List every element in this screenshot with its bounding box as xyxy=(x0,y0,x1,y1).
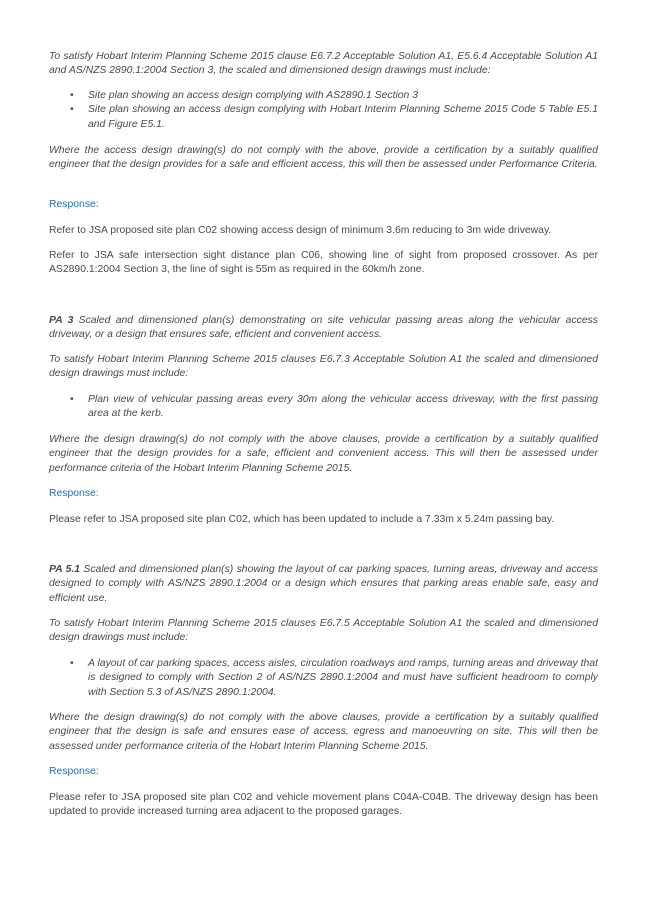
s2-heading: PA 3 Scaled and dimensioned plan(s) demonstrating on site vehicular passing areas along the vehicular access driveway, or a design that ensures safe, efficient and convenient access. xyxy=(49,315,598,341)
s3-cert: Where the design drawing(s) do not comply with the above clauses, provide a certification by a suitably qualified engineer that the design is safe and ensures ease of access, egress and manoeuvring on site. This will then be assessed under performance criteria of the Hobart Interim Planning Scheme 2015. xyxy=(49,712,598,752)
s3-response-p1-block xyxy=(49,791,598,820)
s2-intro-block xyxy=(49,353,598,382)
s1-response-p2-block xyxy=(49,249,598,278)
s3-heading: PA 5.1 Scaled and dimensioned plan(s) showing the layout of car parking spaces, turning areas, driveway and access designed to comply with AS/NZS 2890.1:2004 or a design which ensures that parking areas enable safe, easy and efficient use. xyxy=(49,564,598,604)
s1-response-p2: Refer to JSA safe intersection sight distance plan C06, showing line of sight from proposed crossover. As per AS2890.1:2004 Section 3, the line of sight is 55m as required in the 60km/h zone. xyxy=(49,250,598,276)
s1-cert-block xyxy=(49,144,598,173)
s1-response-p1: Refer to JSA proposed site plan C02 showing access design of minimum 3.6m reducing to 3m wide driveway. xyxy=(49,225,552,236)
s1-response-label: Response: xyxy=(49,199,99,210)
s1-intro-block xyxy=(49,50,598,79)
bullet-icon: • xyxy=(70,90,74,101)
s2-response-label-block xyxy=(49,487,598,501)
s3-bullet-list xyxy=(49,657,598,700)
s3-intro: To satisfy Hobart Interim Planning Scheme 2015 clauses E6.7.5 Acceptable Solution A1 the scaled and dimensioned design drawings must include: xyxy=(49,618,598,644)
s2-lead: PA 3 xyxy=(49,315,74,326)
s3-heading-block xyxy=(49,563,598,606)
s3-cert-block xyxy=(49,711,598,754)
s3-response-label: Response: xyxy=(49,766,99,777)
s3-lead: PA 5.1 xyxy=(49,564,81,575)
list-item: • Site plan showing an access design complying with Hobart Interim Planning Scheme 2015 Code 5 Table E5.1 and Figure E5.1. xyxy=(70,104,598,130)
s2-intro: To satisfy Hobart Interim Planning Scheme 2015 clauses E6.7.3 Acceptable Solution A1 the scaled and dimensioned design drawings must include: xyxy=(49,354,598,380)
s2-response-p1: Please refer to JSA proposed site plan C02, which has been updated to include a 7.33m x 5.24m passing bay. xyxy=(49,514,555,525)
list-item: • Plan view of vehicular passing areas every 30m along the vehicular access driveway, with the first passing area at the kerb. xyxy=(70,394,598,420)
s2-cert-block xyxy=(49,433,598,476)
s3-intro-block xyxy=(49,617,598,646)
bullet-icon: • xyxy=(70,394,74,405)
list-item: • Site plan showing an access design complying with AS2890.1 Section 3 xyxy=(49,89,598,103)
list-item: • A layout of car parking spaces, access aisles, circulation roadways and ramps, turning areas and driveway that is designed to comply with Section 2 of AS/NZS 2890.1:2004 and must have sufficient headroom to comply with Section 5.3 of AS/NZS 2890.1:2004. xyxy=(70,658,598,698)
s1-intro: To satisfy Hobart Interim Planning Scheme 2015 clause E6.7.2 Acceptable Solution A1, E5.6.4 Acceptable Solution A1 and AS/NZS 2890.1:2004 Section 3, the scaled and dimensioned design drawings must include: xyxy=(49,51,598,77)
s1-cert: Where the access design drawing(s) do not comply with the above, provide a certification by a suitably qualified engineer that the design provides for a safe and efficient access, this will then be assessed under Performance Criteria. xyxy=(49,145,598,171)
s2-bullet-list xyxy=(49,393,598,422)
s2-response-p1-block xyxy=(49,513,598,527)
s3-response-label-block xyxy=(49,765,598,779)
s3-response-p1: Please refer to JSA proposed site plan C02 and vehicle movement plans C04A-C04B. The driveway design has been updated to provide increased turning area adjacent to the proposed garages. xyxy=(49,792,598,818)
bullet-icon: • xyxy=(70,658,74,669)
s2-cert: Where the design drawing(s) do not comply with the above clauses, provide a certification by a suitably qualified engineer that the design provides for a safe, efficient and convenient access. This will then be assessed under performance criteria of the Hobart Interim Planning Scheme 2015. xyxy=(49,434,598,474)
s1-bullet-list xyxy=(49,89,598,132)
s2-response-label: Response: xyxy=(49,488,99,499)
bullet-icon: • xyxy=(70,104,74,116)
s1-response-label-block xyxy=(49,198,598,212)
s2-heading-block xyxy=(49,314,598,343)
s1-response-p1-block xyxy=(49,224,598,238)
